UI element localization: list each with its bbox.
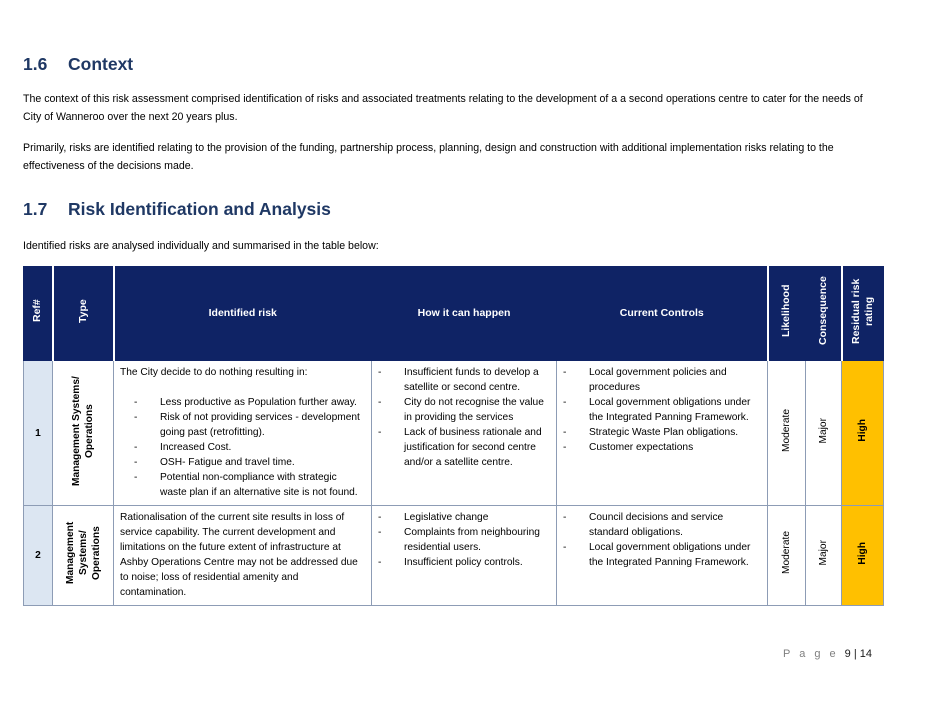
column-header-likelihood: Likelihood: [768, 267, 806, 361]
row1-ref: 1: [24, 361, 53, 506]
column-header-current-controls: Current Controls: [557, 267, 768, 361]
list-item: - Complaints from neighbouring residential users.: [378, 527, 540, 553]
table-header-row: [24, 267, 884, 361]
row1-how-list: [378, 365, 551, 470]
list-item: - City do not recognise the value in providing the services: [378, 397, 544, 423]
page-footer: [783, 648, 872, 660]
row2-how-list: [378, 510, 551, 570]
list-bullet: -: [378, 527, 382, 538]
list-bullet: -: [378, 512, 382, 523]
page-footer-number: 9 | 14: [844, 648, 872, 660]
page-footer-label: P a g e: [783, 648, 839, 660]
row2-likelihood: Moderate: [768, 506, 806, 606]
list-item: - Legislative change: [378, 512, 489, 523]
list-bullet: -: [563, 442, 567, 453]
row2-identified-risk: Rationalisation of the current site results in loss of service capability. The current development and limitations on the future extent of infrastructure at Ashby Operations Centre may not be addressed due to noise; loss of residential amenity and contamination.: [114, 506, 372, 606]
list-item: - Insufficient policy controls.: [378, 557, 523, 568]
list-bullet: -: [563, 542, 567, 553]
list-item: - Local government obligations under the Integrated Panning Framework.: [563, 397, 751, 423]
row2-current-controls: [557, 506, 768, 606]
table-row-2: [24, 506, 884, 606]
heading-context: [23, 54, 883, 75]
row1-identified-risk: [114, 361, 372, 506]
list-bullet: -: [563, 512, 567, 523]
list-bullet: -: [134, 457, 138, 468]
column-header-ref: Ref#: [24, 267, 53, 361]
row1-type: Management Systems/ Operations: [53, 361, 114, 506]
row1-consequence: Major: [806, 361, 842, 506]
row1-how-it-can-happen: [372, 361, 557, 506]
row2-ref: 2: [24, 506, 53, 606]
heading-context-title: Context: [68, 54, 134, 74]
list-item: - Potential non-compliance with strategic waste plan if an alternative site is not found.: [134, 472, 358, 498]
heading-risk-title: Risk Identification and Analysis: [68, 199, 331, 219]
row2-residual-risk-rating: High: [842, 506, 884, 606]
row1-current-controls: [557, 361, 768, 506]
list-bullet: -: [378, 367, 382, 378]
column-header-identified-risk: Identified risk: [114, 267, 372, 361]
column-header-how-it-can-happen: How it can happen: [372, 267, 557, 361]
row1-likelihood: Moderate: [768, 361, 806, 506]
list-item: - Increased Cost.: [134, 442, 232, 453]
column-header-type: Type: [53, 267, 114, 361]
heading-risk-identification: [23, 199, 883, 220]
row2-controls-list: [563, 510, 762, 570]
list-item: - Council decisions and service standard obligations.: [563, 512, 724, 538]
table-row-1: [24, 361, 884, 506]
list-item: - OSH- Fatigue and travel time.: [134, 457, 295, 468]
column-header-residual-risk-rating: Residual risk rating: [842, 267, 884, 361]
list-bullet: -: [134, 397, 138, 408]
row1-controls-list: [563, 365, 762, 455]
list-item: - Strategic Waste Plan obligations.: [563, 427, 739, 438]
list-bullet: -: [378, 557, 382, 568]
list-bullet: -: [134, 412, 138, 423]
list-bullet: -: [563, 397, 567, 408]
row1-identified-risk-list: [120, 395, 366, 500]
row1-identified-risk-intro: The City decide to do nothing resulting in:: [120, 367, 308, 378]
context-paragraph-1: The context of this risk assessment comprised identification of risks and associated treatments relating to the development of a a second operations centre to cater for the needs of City of Wanneroo over the next 20 years plus.: [23, 93, 863, 123]
row1-residual-risk-rating: High: [842, 361, 884, 506]
list-bullet: -: [563, 427, 567, 438]
list-item: - Local government policies and procedures: [563, 367, 727, 393]
list-item: - Customer expectations: [563, 442, 694, 453]
list-item: - Risk of not providing services - development going past (retrofitting).: [134, 412, 360, 438]
row2-how-it-can-happen: [372, 506, 557, 606]
list-item: - Lack of business rationale and justification for second centre and/or a satellite centre.: [378, 427, 542, 468]
heading-context-number: 1.6: [23, 54, 48, 74]
list-item: - Local government obligations under the Integrated Panning Framework.: [563, 542, 751, 568]
risk-table: [23, 266, 884, 606]
row2-consequence: Major: [806, 506, 842, 606]
heading-risk-number: 1.7: [23, 199, 48, 219]
list-bullet: -: [563, 367, 567, 378]
list-bullet: -: [378, 427, 382, 438]
list-bullet: -: [134, 442, 138, 453]
list-item: - Insufficient funds to develop a satellite or second centre.: [378, 367, 539, 393]
row2-type: Management Systems/ Operations: [53, 506, 114, 606]
context-paragraph-2: Primarily, risks are identified relating to the provision of the funding, partnership process, planning, design and construction with additional implementation risks relating to the effectiveness of the decisions made.: [23, 142, 834, 172]
list-bullet: -: [134, 472, 138, 483]
list-item: - Less productive as Population further away.: [134, 397, 357, 408]
column-header-consequence: Consequence: [806, 267, 842, 361]
list-bullet: -: [378, 397, 382, 408]
risk-table-intro: Identified risks are analysed individually and summarised in the table below:: [23, 240, 379, 252]
